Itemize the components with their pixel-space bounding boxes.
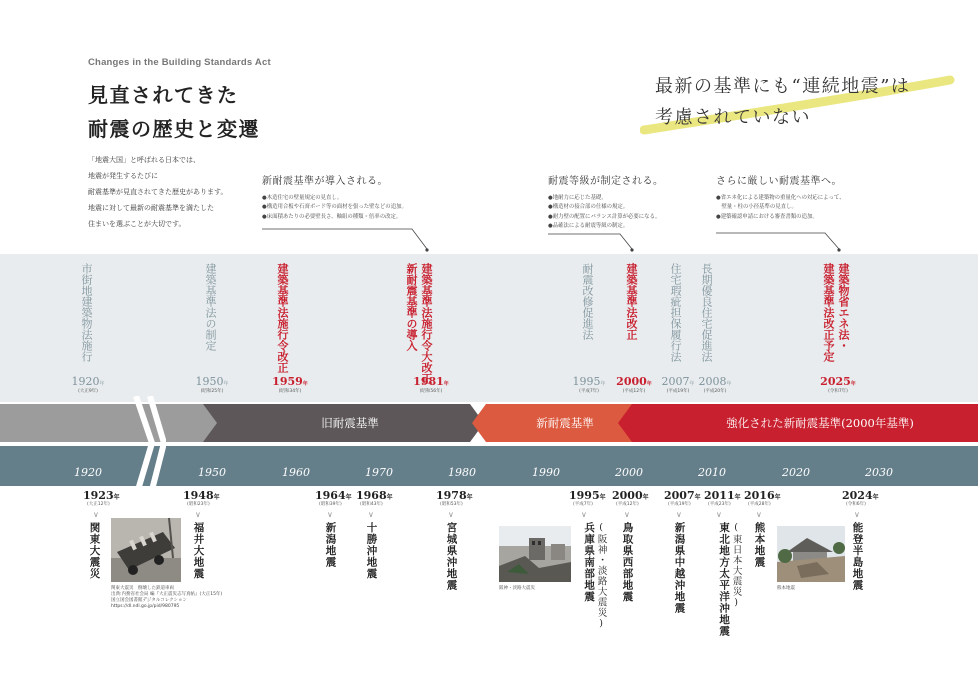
law-label: 新耐震基準の導入 — [405, 263, 418, 351]
quake-name: 福井大地震 — [192, 521, 205, 579]
law-label: 建築物省エネ法・ — [837, 263, 850, 351]
axis-tick-label: 2020 — [782, 466, 810, 479]
chevron-down-icon: ∨ — [448, 509, 454, 519]
quake-name: 宮城県沖地震 — [445, 521, 458, 591]
quake-1948: 1948年 (昭和23年) ∨ 福井大地震 — [183, 489, 220, 579]
quake-2024: 2024年 (令和6年) ∨ 能登半島地震 — [842, 489, 879, 591]
quake-era: (昭和23年) — [187, 502, 210, 507]
law-label: 建築基準法施行令改正 — [276, 263, 289, 373]
law-era: (平成7年) — [579, 389, 599, 394]
quake-name: 東北地方太平洋沖地震 — [718, 521, 731, 637]
axis-tick-label: 1990 — [532, 466, 560, 479]
quake-name: 能登半島地震 — [851, 521, 864, 591]
law-label: 市街地建築物法施行 — [80, 263, 93, 362]
law-era: (昭和25年) — [200, 389, 224, 394]
law-year-1950 — [190, 376, 234, 395]
axis-tick-label: 1920 — [74, 466, 102, 479]
chevron-down-icon: ∨ — [676, 509, 682, 519]
intro-line: 地震が発生するたびに — [88, 172, 158, 180]
law-era: (大正9年) — [78, 389, 98, 394]
section-bullet: 壁量・柱の小径基準の見直し。 — [716, 204, 797, 211]
caption-line: https://dl.ndl.go.jp/pid/980795 — [111, 604, 180, 610]
law-year: 1959年 — [272, 375, 308, 388]
law-year: 1995年 — [572, 375, 606, 388]
quake-name: 新潟県中越沖地震 — [673, 521, 686, 614]
axis-tick-label: 2000 — [615, 466, 643, 479]
quake-era: (昭和43年) — [360, 502, 383, 507]
quake-name-group — [706, 522, 741, 637]
law-era: (昭和56年) — [419, 389, 443, 394]
chevron-down-icon: ∨ — [93, 509, 99, 519]
section-bullet: ●構造材の接合部の仕様の規定。 — [548, 204, 629, 211]
law-year-2000 — [612, 376, 656, 395]
intro-line: 住まいを選ぶことが大切です。 — [88, 220, 186, 228]
quake-2000: 2000年 (平成12年) ∨ 鳥取県西部地震 — [612, 489, 649, 602]
photo-caption — [111, 586, 222, 610]
caption-line: 関東大震災 倒壊した鉄道車両 — [111, 586, 174, 591]
quake-name-group — [571, 522, 606, 630]
quake-era: (平成12年) — [616, 502, 639, 507]
caption-line: 国立国会図書館デジタルコレクション — [111, 598, 188, 604]
law-era: (令和7年) — [828, 389, 848, 394]
chevron-down-icon: ∨ — [195, 509, 201, 519]
quake-era: (平成28年) — [748, 502, 771, 507]
photo-kumamoto-earthquake — [777, 526, 845, 582]
caption-line: 出典:内務省社会局 編『大正震災志写真帖』(大正15年) — [111, 592, 223, 598]
law-label: 建築基準法施行令大改正 — [420, 263, 433, 384]
law-era: (平成20年) — [703, 389, 727, 394]
law-era: (平成19年) — [666, 389, 690, 394]
chevron-down-icon: ∨ — [854, 509, 860, 519]
quake-name: 新潟地震 — [324, 521, 337, 568]
chevron-down-icon: ∨ — [624, 509, 630, 519]
law-year-1920 — [66, 376, 110, 395]
axis-tick-label: 1970 — [365, 466, 393, 479]
law-year: 2007年 — [661, 375, 695, 388]
law-label: 建築基準法の制定 — [204, 263, 217, 351]
axis-tick-label: 2010 — [698, 466, 726, 479]
quake-era: (平成19年) — [668, 502, 691, 507]
law-year-1995 — [567, 376, 611, 395]
chevron-down-icon: ∨ — [368, 509, 374, 519]
quake-era: (昭和53年) — [440, 502, 463, 507]
law-year-2025 — [816, 376, 860, 395]
law-era: (平成12年) — [622, 389, 646, 394]
photo-caption: 阪神・淡路大震災 — [499, 586, 535, 591]
chevron-down-icon: ∨ — [716, 509, 722, 519]
law-era: (昭和34年) — [278, 389, 302, 394]
quake-1964: 1964年 (昭和39年) ∨ 新潟地震 — [315, 489, 352, 568]
law-label: 住宅瑕疵担保履行法 — [669, 263, 682, 362]
section-heading: さらに厳しい耐震基準へ。 — [716, 176, 842, 187]
leader-lines — [0, 0, 978, 260]
quake-subname: (阪神・淡路大震災) — [595, 521, 607, 630]
axis-tick-label: 1950 — [198, 466, 226, 479]
section-heading: 耐震等級が制定される。 — [548, 176, 664, 187]
section-bullet: ●耐力壁の配置にバランス計算が必要になる。 — [548, 213, 661, 220]
law-year: 2008年 — [698, 375, 732, 388]
intro-line: 耐震基準が見直されてきた歴史があります。 — [88, 188, 228, 196]
section-bullet: ●品確法による耐震等級の制定。 — [548, 223, 629, 230]
photo-kanto-earthquake — [111, 518, 181, 582]
law-year: 1950年 — [195, 375, 229, 388]
law-year: 2000年 — [616, 375, 652, 388]
headline-line1: 最新の基準にも“連続地震”は — [655, 76, 911, 97]
section-bullet: ●地耐力に応じた基礎。 — [548, 195, 607, 201]
section-bullet: ●木造住宅の壁量規定の見直し。 — [262, 195, 343, 201]
chevron-down-icon: ∨ — [581, 509, 587, 519]
quake-2007: 2007年 (平成19年) ∨ 新潟県中越沖地震 — [664, 489, 701, 614]
page-title-line2: 耐震の歴史と変遷 — [88, 117, 260, 141]
section-bullet: ●床面積あたりの必要壁長さ、軸組の種類・倍率の改定。 — [262, 213, 402, 220]
law-label: 建築基準法改正 — [625, 263, 638, 340]
quake-1923: 1923年 (大正12年) ∨ 関東大震災 — [83, 489, 120, 579]
quake-name: 兵庫県南部地震 — [583, 521, 596, 602]
page-title-line1: 見直されてきた — [88, 83, 239, 107]
headline-line2: 考慮されていない — [655, 107, 811, 128]
axis-tick-label: 1980 — [448, 466, 476, 479]
era-prewar-segment — [0, 404, 219, 442]
law-year: 2025年 — [820, 375, 856, 388]
quake-era: (昭和39年) — [319, 502, 342, 507]
photo-hanshin-earthquake — [499, 526, 571, 582]
axis-tick-label: 1960 — [282, 466, 310, 479]
quake-era: (令和6年) — [846, 502, 866, 507]
law-year: 1981年 — [413, 375, 449, 388]
law-year: 1920年 — [71, 375, 105, 388]
axis-tick-label: 2030 — [865, 466, 893, 479]
quake-name: 関東大震災 — [88, 521, 101, 579]
quake-name: 鳥取県西部地震 — [621, 521, 634, 602]
section-bullet: ●建築確認申請における審査書類の追加。 — [716, 213, 818, 220]
law-year-2008 — [693, 376, 737, 395]
section-bullet: ●省エネ化による建築物の重量化への対応によって、 — [716, 195, 845, 201]
quake-1978: 1978年 (昭和53年) ∨ 宮城県沖地震 — [436, 489, 473, 591]
eyebrow: Changes in the Building Standards Act — [88, 57, 271, 68]
section-heading: 新耐震基準が導入される。 — [262, 176, 388, 187]
law-label: 長期優良住宅促進法 — [700, 263, 713, 362]
law-year-1959 — [268, 376, 312, 395]
intro-line: 「地震大国」と呼ばれる日本では、 — [88, 156, 200, 164]
quake-era: (大正12年) — [87, 502, 110, 507]
quake-name: 熊本地震 — [753, 521, 766, 568]
era-strong-label: 強化された新耐震基準(2000年基準) — [726, 416, 914, 430]
law-label: 耐震改修促進法 — [581, 263, 594, 340]
era-new-label: 新耐震基準 — [536, 416, 594, 430]
quake-2016: 2016年 (平成28年) ∨ 熊本地震 — [744, 489, 781, 568]
photo-caption: 熊本地震 — [777, 586, 795, 591]
quake-1968: 1968年 (昭和43年) ∨ 十勝沖地震 — [356, 489, 393, 579]
intro-line: 地震に対して最新の耐震基準を満たした — [88, 204, 214, 212]
quake-2011: 2011年 (平成23年) ∨ (東日本大震災) 東北地方太平洋沖地震 — [704, 489, 742, 637]
quake-name: 十勝沖地震 — [365, 521, 378, 579]
axis-break-mark — [130, 396, 166, 490]
section-bullet: ●構造用合板や石膏ボード等の面材を張った壁などの追加。 — [262, 204, 407, 211]
quake-subname: (東日本大震災) — [730, 521, 742, 609]
quake-1995: 1995年 (平成7年) ∨ (阪神・淡路大震災) 兵庫県南部地震 — [569, 489, 607, 630]
chevron-down-icon: ∨ — [327, 509, 333, 519]
law-year-1981 — [409, 376, 453, 395]
era-old-label: 旧耐震基準 — [321, 416, 379, 430]
quake-era: (平成7年) — [573, 502, 593, 507]
quake-era: (平成23年) — [708, 502, 731, 507]
law-label: 建築基準法改正予定 — [822, 263, 835, 362]
chevron-down-icon: ∨ — [756, 509, 762, 519]
